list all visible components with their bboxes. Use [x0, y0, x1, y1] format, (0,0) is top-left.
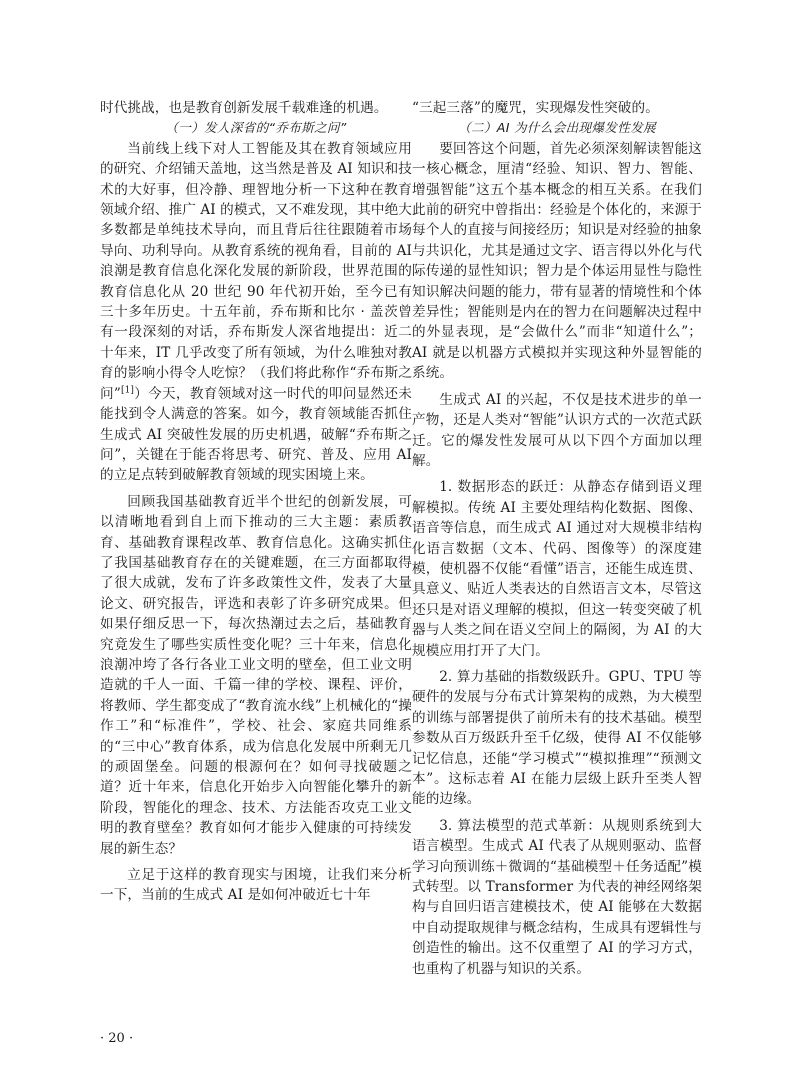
list-item-compute: 2. 算力基础的指数级跃升。GPU、TPU 等硬件的发展与分布式计算架构的成熟，为大模型的训练与部署提供了前所未有的技术基础。模型参数从百万级跃升至千亿级，使得 AI 不仅能够记忆信息，还能“学习模式”“模拟推理”“预测文本”。这标志着 AI 在能力层级上跃升至类人智能的边缘。: [412, 668, 702, 808]
right-column: [412, 98, 702, 979]
section-heading-jobs-question: （一）发人深省的“乔布斯之问”: [165, 120, 347, 136]
page-number: · 20 ·: [100, 1031, 134, 1046]
paragraph-basic-education-review: 回顾我国基础教育近半个世纪的创新发展，可以清晰地看到自上而下推动的三大主题：素质教育、基础教育课程改革、教育信息化。这确实抓住了我国基础教育存在的关键难题，在三方面都取得了很大成就，发布了许多政策性文件，发表了大量论文、研究报告，评选和表彰了许多研究成果。但如果仔细反思一下，每次热潮过去之后，基础教育究竟发生了哪些实质性变化呢？三十年来，信息化浪潮冲垮了各行各业工业文明的壁垒，但工业文明造就的千人一面、千篇一律的学校、课程、评价，将教师、学生都变成了“教育流水线”上机械化的“操作工”和“标准件”，学校、社会、家庭共同维系的“三中心”教育体系，成为信息化发展中所剩无几的顽固堡垒。问题的根源何在？如何寻找破题之道？近十年来，信息化开始步入向智能化攀升的新阶段，智能化的理念、技术、方法能否攻克工业文明的教育壁垒？教育如何才能步入健康的可持续发展的新生态？: [100, 493, 412, 857]
paragraph-text-part1: 当前线上线下对人工智能及其在教育领域应用的研究、介绍铺天盖地，这当然是普及 AI 知识和技术的大好事，但冷静、理智地分析一下这种在教育领域介绍、推广 AI 的模式，又不难发现，其中绝大多数都是单纯技术导向，而且背后往往跟随着市场导向、功利导向。从教育系统的视角看，目前的 AI 浪潮是教育信息化深化发展的新阶段，世界范围的教育信息化从 20 世纪 90 年代初开始，至今已有三十多年历史。十五年前，乔布斯和比尔 · 盖茨曾有一段深刻的对话，乔布斯发人深省地提出：近二十年来，IT 几乎改变了所有领域，为什么唯独对教育的影响小得令人吃惊？（我们将此称作“乔布斯之问”: [100, 140, 412, 402]
list-item-data-form: 1. 数据形态的跃迁：从静态存储到语义理解模拟。传统 AI 主要处理结构化数据、图像、语音等信息，而生成式 AI 通过对大规模非结构化语言数据（文本、代码、图像等）的深度建模，使机器不仅能“看懂”语言，还能生成连贯、具意义、贴近人类表达的自然语言文本，尽管这还只是对语义理解的模拟，但这一转变突破了机器与人类之间在语义空间上的隔阂，为 AI 的大规模应用打开了大门。: [412, 479, 702, 659]
section-heading-ai-explosion: （二）AI 为什么会出现爆发性发展: [458, 120, 656, 136]
paragraph-text-part2: ）今天，教育领域对这一时代的叩问显然还未能找到令人满意的答案。如今，教育领域能否抓住生成式 AI 突破性发展的历史机遇，破解“乔布斯之问”，关键在于能否将思考、研究、普及、应用 AI 的立足点转到破解教育领域的现实困境上来。: [100, 385, 412, 484]
paragraph-transition: 立足于这样的教育现实与困境，让我们来分析一下，当前的生成式 AI 是如何冲破近七十年: [100, 867, 412, 904]
citation-ref: [1]: [120, 385, 135, 396]
list-item-algorithm: 3. 算法模型的范式革新：从规则系统到大语言模型。生成式 AI 代表了从规则驱动、监督学习向预训练＋微调的“基础模型＋任务适配”模式转型。以 Transformer 为代表的神经网络架构与自回归语言建模技术，使 AI 能够在大数据中自动提取规律与概念结构，生成具有逻辑性与创造性的输出。这不仅重塑了 AI 的学习方式，也重构了机器与知识的关系。: [412, 817, 702, 977]
left-column: [100, 98, 412, 906]
continued-paragraph-right: “三起三落”的魔咒，实现爆发性突破的。: [412, 100, 659, 116]
paragraph-ai-education-overview: [100, 139, 412, 486]
paragraph-generative-ai-rise: 生成式 AI 的兴起，不仅是技术进步的单一产物，还是人类对“智能”认识方式的一次范式跃迁。它的爆发性发展可从以下四个方面加以理解。: [412, 391, 702, 469]
paragraph-intelligence-concepts: 要回答这个问题，首先必须深刻解读智能这一核心概念，厘清“经验、知识、智力、智能、增强智能”这五个基本概念的相互关系。在我们此前的研究中曾指出：经验是个体化的，来源于每个人的直接与间接经历；知识是对经验的抽象与共识化，尤其是通过文字、语言得以外化与代际传递的显性知识；智力是个体运用显性与隐性知识解决问题的能力，带有显著的情境性和个体差异性；智能则是内在的智力在问题解决过程中的外显表现，是“会做什么”而非“知道什么”；AI 就是以机器方式模拟并实现这种外显智能的系统。: [412, 140, 702, 382]
continued-paragraph: 时代挑战，也是教育创新发展千载难逢的机遇。: [100, 100, 388, 116]
